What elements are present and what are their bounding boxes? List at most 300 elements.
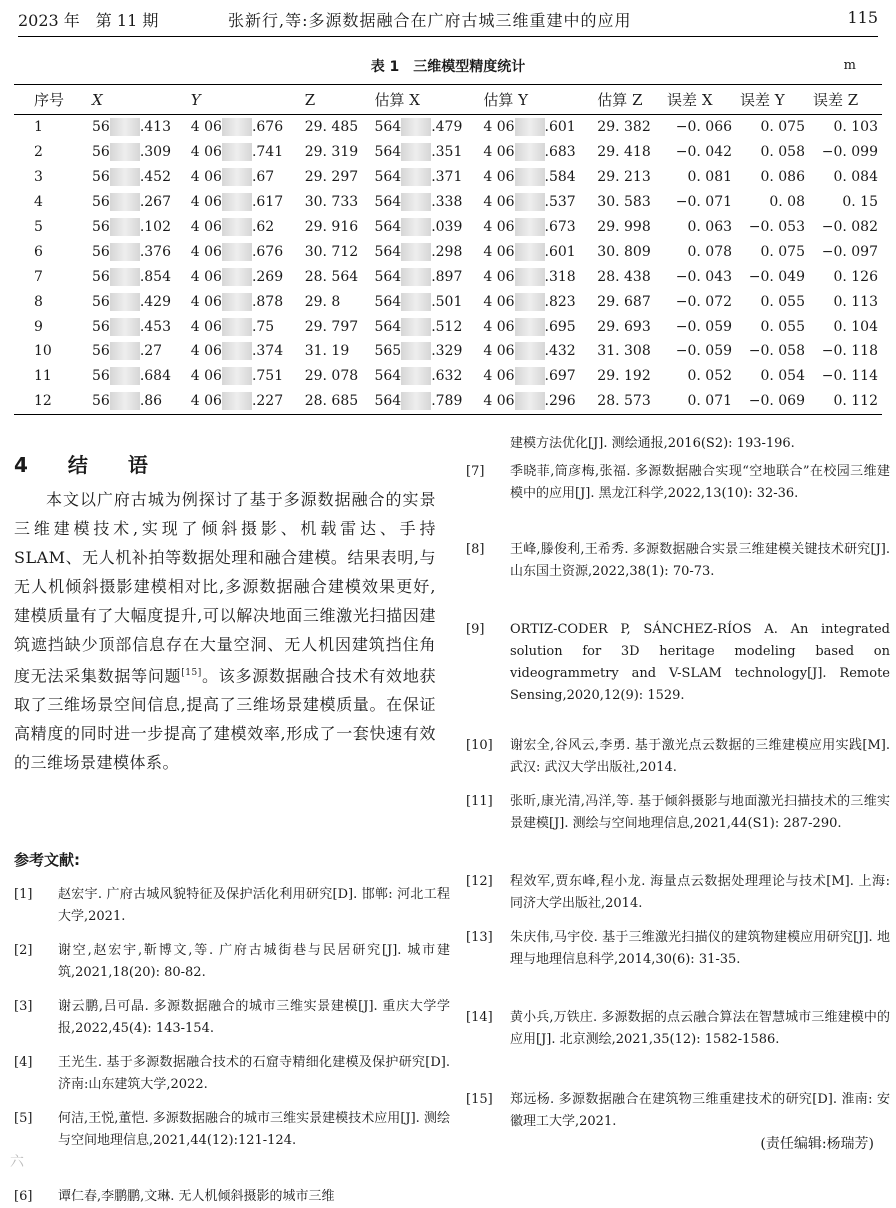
cell-prefix: 564	[374, 318, 402, 335]
cell-prefix: 4 06	[483, 219, 515, 235]
table-cell	[187, 264, 301, 289]
cell-suffix: .479	[431, 119, 463, 136]
table-cell: 29. 8	[304, 293, 341, 310]
cell-prefix: 4 06	[483, 393, 515, 410]
cell-suffix: .376	[139, 243, 171, 260]
redacted-blur	[401, 392, 431, 410]
cell-prefix: 56	[92, 194, 110, 211]
cell-prefix: 564	[374, 119, 402, 136]
table-cell	[479, 289, 593, 314]
table-cell: 29. 916	[304, 219, 359, 235]
reference-text: 赵宏宇. 广府古城风貌特征及保护活化利用研究[D]. 邯郸: 河北工程大学,2021.	[58, 887, 450, 924]
reference-number: [2]	[14, 943, 33, 958]
table-cell	[187, 389, 301, 414]
cell-prefix: 56	[92, 268, 110, 285]
table-cell	[187, 115, 301, 140]
table-cell: −0. 072	[675, 293, 733, 310]
cell-prefix: 564	[374, 194, 402, 211]
cell-prefix: 4 06	[190, 368, 222, 385]
reference-number: [7]	[466, 464, 485, 479]
table-cell: 28. 685	[301, 389, 371, 414]
column-header: 序号	[14, 85, 88, 115]
cell-suffix: .67	[251, 169, 275, 186]
cell-suffix: .429	[139, 293, 171, 310]
cell-prefix: 56	[92, 393, 110, 410]
cell-suffix: .501	[431, 293, 463, 310]
table-cell	[88, 140, 187, 165]
table-cell: 0. 112	[809, 389, 882, 414]
table-cell: 29. 297	[304, 169, 359, 186]
reference-text: 张昕,康光清,冯洋,等. 基于倾斜摄影与地面激光扫描技术的三维实景建模[J]. 测绘与空间地理信息,2021,44(S1): 287-290.	[510, 794, 890, 831]
table-cell: 0. 113	[833, 293, 878, 310]
reference-text: 何洁,王悦,董恺. 多源数据融合的城市三维实景建模技术应用[J]. 测绘与空间地理信息,2021,44(12):121-124.	[58, 1111, 450, 1148]
table-cell: 29. 998	[597, 219, 651, 235]
table-cell	[88, 115, 187, 140]
table-cell	[187, 364, 301, 389]
table-cell	[187, 140, 301, 165]
cell-prefix: 4 06	[190, 119, 222, 136]
table-cell	[88, 215, 187, 240]
table-cell: 28. 438	[597, 268, 651, 285]
paragraph-text: 本文以广府古城为例探讨了基于多源数据融合的实景三维建模技术,实现了倾斜摄影、机载雷达、手持 SLAM、无人机补拍等数据处理和融合建模。结果表明,与无人机倾斜摄影建模相对比,多源数据融合建模效果更好,建模质量有了大幅度提升,可以解决地面三维激光扫描因建筑遮挡缺少顶部信息存在大量空洞、无人机因建筑挡住角度无法采集数据等问题	[14, 490, 436, 686]
column-header: 估算 X	[370, 85, 479, 115]
cell-suffix: .413	[139, 119, 171, 136]
reference-number: [12]	[466, 874, 493, 889]
cell-suffix: .673	[544, 219, 576, 235]
issue-label: 2023 年 第 11 期	[18, 11, 159, 30]
table-cell: −0. 049	[748, 268, 805, 285]
cell-suffix: .632	[431, 368, 463, 385]
table-cell	[479, 215, 593, 240]
table-row	[14, 140, 882, 165]
cell-prefix: 4 06	[190, 144, 222, 161]
redacted-blur	[222, 293, 252, 311]
redacted-blur	[222, 218, 252, 236]
redacted-blur	[401, 318, 431, 336]
page-number: 115	[847, 8, 878, 27]
cell-suffix: .267	[139, 194, 171, 211]
table-cell: 0. 052	[687, 368, 733, 385]
reference-text: 谢宏全,谷风云,李勇. 基于激光点云数据的三维建模应用实践[M]. 武汉: 武汉大学出版社,2014.	[510, 738, 890, 775]
cell-suffix: .452	[139, 169, 171, 186]
table-caption: 表 1 三维模型精度统计	[370, 59, 526, 75]
table-cell: 30. 583	[597, 194, 651, 211]
cell-suffix: .371	[431, 169, 463, 186]
redacted-blur	[110, 243, 140, 261]
table-cell	[479, 389, 593, 414]
table-cell	[187, 190, 301, 215]
redacted-blur	[401, 268, 431, 286]
table-cell: 7	[34, 268, 43, 285]
table-cell	[187, 289, 301, 314]
table-cell	[88, 314, 187, 339]
table-cell: 29. 687	[597, 293, 651, 310]
table-row	[14, 239, 882, 264]
table-cell: 29. 382	[597, 119, 651, 136]
reference-text: 王峰,滕俊利,王希秀. 多源数据融合实景三维建模关键技术研究[J]. 山东国土资源,2022,38(1): 70-73.	[510, 542, 890, 579]
cell-suffix: .697	[544, 368, 576, 385]
cell-prefix: 56	[92, 219, 110, 235]
cell-prefix: 4 06	[483, 194, 515, 211]
cell-prefix: 56	[92, 119, 110, 136]
table-cell	[88, 165, 187, 190]
table-cell: 28. 564	[304, 268, 359, 285]
cell-prefix: 56	[92, 144, 110, 161]
redacted-blur	[401, 342, 431, 360]
table-cell: 0. 084	[833, 169, 878, 186]
redacted-blur	[515, 268, 545, 286]
table-row	[14, 339, 882, 364]
table-cell: 4	[34, 194, 43, 211]
reference-text: 谢空,赵宏宇,靳博文,等. 广府古城街巷与民居研究[J]. 城市建筑,2021,18(20): 80-82.	[58, 943, 450, 980]
reference-text: 建模方法优化[J]. 测绘通报,2016(S2): 193-196.	[510, 436, 795, 451]
cell-suffix: .75	[251, 318, 275, 335]
cell-suffix: .676	[251, 243, 284, 260]
table-cell	[370, 215, 479, 240]
reference-number: [15]	[466, 1092, 493, 1107]
cell-prefix: 4 06	[483, 293, 515, 310]
table-row	[14, 264, 882, 289]
redacted-blur	[515, 218, 545, 236]
table-row	[14, 165, 882, 190]
table-cell	[187, 215, 301, 240]
redacted-blur	[515, 293, 545, 311]
table-cell: 0. 126	[833, 268, 878, 285]
table-cell: 9	[34, 318, 43, 335]
table-cell: 30. 733	[304, 194, 359, 211]
cell-prefix: 4 06	[483, 368, 515, 385]
reference-text: 季晓菲,筒彦梅,张福. 多源数据融合实现“空地联合”在校园三维建模中的应用[J]. 黑龙江科学,2022,13(10): 32-36.	[510, 464, 890, 501]
cell-suffix: .683	[544, 144, 576, 161]
cell-prefix: 56	[92, 368, 110, 385]
cell-suffix: .584	[544, 169, 576, 186]
reference-text: 王光生. 基于多源数据融合技术的石窟寺精细化建模及保护研究[D]. 济南:山东建筑大学,2022.	[58, 1055, 450, 1092]
table-cell: 12	[14, 389, 88, 414]
cell-suffix: .62	[251, 219, 275, 235]
redacted-blur	[110, 342, 140, 360]
redacted-blur	[222, 143, 252, 161]
redacted-blur	[110, 268, 140, 286]
table-cell	[479, 190, 593, 215]
table-cell: 31. 308	[597, 343, 651, 360]
reference-text: 黄小兵,万铁庄. 多源数据的点云融合算法在智慧城市三维建模中的应用[J]. 北京测绘,2021,35(12): 1582-1586.	[510, 1010, 890, 1047]
table-cell	[370, 314, 479, 339]
table-cell: 0. 104	[833, 318, 878, 335]
redacted-blur	[515, 318, 545, 336]
redacted-blur	[222, 392, 252, 410]
cell-suffix: .512	[431, 318, 463, 335]
running-title: 张新行,等:多源数据融合在广府古城三维重建中的应用	[228, 11, 632, 30]
table-cell	[370, 140, 479, 165]
cell-suffix: .897	[431, 268, 463, 285]
table-cell	[479, 314, 593, 339]
table-cell	[479, 115, 593, 140]
table-cell: 0. 078	[687, 243, 733, 260]
table-cell: 29. 078	[304, 368, 359, 385]
table-cell: 0. 055	[760, 293, 805, 310]
table-cell: 29. 192	[597, 368, 651, 385]
cell-prefix: 564	[374, 368, 402, 385]
table-cell: 2	[34, 144, 43, 161]
redacted-blur	[515, 243, 545, 261]
cell-suffix: .453	[139, 318, 171, 335]
table-cell	[88, 190, 187, 215]
cell-prefix: 564	[374, 243, 402, 260]
cell-suffix: .309	[139, 144, 171, 161]
table-cell: 29. 693	[597, 318, 651, 335]
table-cell: −0. 114	[821, 368, 878, 385]
reference-text: 谭仁春,李鹏鹏,文琳. 无人机倾斜摄影的城市三维	[58, 1189, 335, 1204]
cell-suffix: .537	[544, 194, 576, 211]
cell-prefix: 564	[374, 144, 402, 161]
cell-prefix: 564	[374, 268, 402, 285]
table-cell: 0. 103	[833, 119, 878, 136]
table-cell: −0. 058	[748, 343, 805, 360]
table-cell: −0. 053	[748, 219, 805, 235]
column-header: Z	[301, 85, 371, 115]
cell-suffix: .318	[544, 268, 576, 285]
cell-suffix: .432	[544, 343, 576, 360]
table-cell	[370, 190, 479, 215]
reference-text: 程效军,贾东峰,程小龙. 海量点云数据处理理论与技术[M]. 上海: 同济大学出版社,2014.	[510, 874, 890, 911]
column-header: 误差 Y	[736, 85, 809, 115]
cell-suffix: .039	[431, 219, 463, 235]
table-cell: 3	[34, 169, 43, 186]
table-cell	[370, 289, 479, 314]
reference-number: [5]	[14, 1111, 33, 1126]
table-cell: 0. 075	[760, 119, 805, 136]
column-header: 估算 Y	[479, 85, 593, 115]
cell-suffix: .351	[431, 144, 463, 161]
reference-text: 谢云鹏,吕可晶. 多源数据融合的城市三维实景建模[J]. 重庆大学学报,2022,45(4): 143-154.	[58, 999, 450, 1036]
table-cell: 0. 071	[663, 389, 736, 414]
citation: [15]	[181, 668, 202, 678]
redacted-blur	[401, 367, 431, 385]
redacted-blur	[110, 218, 140, 236]
cell-suffix: .374	[251, 343, 284, 360]
table-cell: 11	[34, 368, 52, 385]
table-cell: −0. 082	[821, 219, 878, 235]
redacted-blur	[515, 168, 545, 186]
cell-prefix: 4 06	[190, 293, 222, 310]
redacted-blur	[401, 193, 431, 211]
table-cell: 6	[34, 243, 43, 260]
redacted-blur	[110, 318, 140, 336]
cell-suffix: .296	[544, 393, 576, 410]
cell-prefix: 56	[92, 293, 110, 310]
cell-prefix: 4 06	[190, 268, 222, 285]
cell-suffix: .298	[431, 243, 463, 260]
table-cell	[479, 165, 593, 190]
reference-text: 郑远杨. 多源数据融合在建筑物三维重建技术的研究[D]. 淮南: 安徽理工大学,2021.	[510, 1092, 890, 1129]
reference-number: [11]	[466, 794, 493, 809]
reference-number: [13]	[466, 930, 493, 945]
table-cell: 0. 055	[760, 318, 805, 335]
cell-suffix: .27	[139, 343, 163, 360]
table-unit: m	[843, 58, 856, 73]
redacted-blur	[401, 168, 431, 186]
table-cell	[187, 314, 301, 339]
table-cell	[479, 339, 593, 364]
cell-prefix: 4 06	[190, 194, 222, 211]
table-cell	[479, 140, 593, 165]
column-header: 误差 Z	[809, 85, 882, 115]
table-cell: 8	[34, 293, 43, 310]
redacted-blur	[515, 193, 545, 211]
accuracy-table	[14, 84, 882, 415]
table-cell: −0. 066	[675, 119, 733, 136]
table-row	[14, 314, 882, 339]
cell-prefix: 4 06	[483, 318, 515, 335]
redacted-blur	[222, 342, 252, 360]
editor-note: (责任编辑:杨瑞芳)	[760, 1136, 874, 1152]
table-cell	[479, 264, 593, 289]
redacted-blur	[110, 293, 140, 311]
reference-number: [3]	[14, 999, 33, 1014]
redacted-blur	[401, 118, 431, 136]
table-cell: −0. 042	[675, 144, 733, 161]
table-cell: 0. 15	[842, 194, 878, 211]
redacted-blur	[222, 318, 252, 336]
cell-suffix: .741	[251, 144, 284, 161]
cell-suffix: .617	[251, 194, 284, 211]
cell-suffix: .823	[544, 293, 576, 310]
cell-suffix: .601	[544, 119, 576, 136]
reference-number: [10]	[466, 738, 493, 753]
table-cell	[370, 389, 479, 414]
table-cell	[479, 239, 593, 264]
redacted-blur	[515, 143, 545, 161]
paragraph-tail: 。该多源数据融合技术有效地获取了三维场景空间信息,提高了三维场景建模质量。在保证高精度的同时进一步提高了建模效率,形成了一套快速有效的三维场景建模体系。	[14, 666, 436, 773]
table-row	[14, 389, 882, 414]
cell-prefix: 4 06	[483, 243, 515, 260]
cell-prefix: 4 06	[483, 343, 515, 360]
cell-prefix: 56	[92, 343, 110, 360]
reference-text: 朱庆伟,马宇佼. 基于三维激光扫描仪的建筑物建模应用研究[J]. 地理与地理信息科学,2014,30(6): 31-35.	[510, 930, 890, 967]
table-cell: 0. 054	[760, 368, 805, 385]
cell-prefix: 564	[374, 219, 402, 235]
cell-suffix: .676	[251, 119, 284, 136]
redacted-blur	[401, 243, 431, 261]
redacted-blur	[110, 168, 140, 186]
cell-prefix: 4 06	[483, 144, 515, 161]
table-cell: 30. 712	[304, 243, 359, 260]
redacted-blur	[110, 392, 140, 410]
redacted-blur	[222, 268, 252, 286]
redacted-blur	[515, 392, 545, 410]
table-cell: 0. 081	[687, 169, 733, 186]
table-cell: −0. 043	[675, 268, 733, 285]
cell-prefix: 564	[374, 293, 402, 310]
table-cell	[187, 165, 301, 190]
cell-prefix: 4 06	[190, 343, 222, 360]
table-row	[14, 190, 882, 215]
column-header: X	[88, 85, 187, 115]
references-heading: 参考文献:	[14, 851, 80, 869]
watermark: 六	[10, 1154, 24, 1170]
table-cell: 29. 319	[304, 144, 359, 161]
redacted-blur	[222, 367, 252, 385]
reference-number: [6]	[14, 1189, 33, 1204]
table-cell	[88, 389, 187, 414]
table-cell	[88, 339, 187, 364]
conclusion-paragraph	[14, 485, 436, 777]
table-row	[14, 215, 882, 240]
cell-suffix: .751	[251, 368, 284, 385]
redacted-blur	[401, 143, 431, 161]
table-cell	[88, 289, 187, 314]
cell-prefix: 56	[92, 169, 110, 186]
table-cell: −0. 059	[675, 318, 733, 335]
cell-prefix: 4 06	[190, 243, 222, 260]
cell-suffix: .854	[139, 268, 171, 285]
redacted-blur	[515, 118, 545, 136]
cell-prefix: 565	[374, 343, 402, 360]
cell-prefix: 56	[92, 243, 110, 260]
cell-prefix: 4 06	[483, 119, 515, 136]
table-cell: 0. 063	[687, 219, 733, 235]
redacted-blur	[401, 293, 431, 311]
table-cell: 0. 058	[760, 144, 805, 161]
table-cell: 0. 075	[760, 243, 805, 260]
column-header: Y	[187, 85, 301, 115]
redacted-blur	[515, 367, 545, 385]
cell-prefix: 564	[374, 169, 402, 186]
redacted-blur	[401, 218, 431, 236]
reference-number: [8]	[466, 542, 485, 557]
table-cell: −0. 099	[821, 144, 878, 161]
redacted-blur	[110, 367, 140, 385]
page-header	[18, 8, 878, 32]
column-header: 误差 X	[663, 85, 736, 115]
reference-number: [14]	[466, 1010, 493, 1025]
cell-prefix: 564	[374, 393, 402, 410]
reference-number: [4]	[14, 1055, 33, 1070]
cell-suffix: .227	[251, 393, 284, 410]
cell-suffix: .684	[139, 368, 171, 385]
table-cell	[370, 264, 479, 289]
table-cell: −0. 071	[675, 194, 733, 211]
cell-suffix: .789	[431, 393, 463, 410]
cell-suffix: .329	[431, 343, 463, 360]
cell-prefix: 4 06	[483, 169, 515, 186]
cell-prefix: 4 06	[190, 318, 222, 335]
table-cell: 29. 485	[304, 119, 359, 136]
reference-number: [1]	[14, 887, 33, 902]
table-cell: 28. 573	[593, 389, 663, 414]
redacted-blur	[222, 193, 252, 211]
cell-suffix: .102	[139, 219, 171, 235]
cell-suffix: .601	[544, 243, 576, 260]
redacted-blur	[222, 168, 252, 186]
table-cell: −0. 059	[675, 343, 733, 360]
table-cell	[88, 239, 187, 264]
cell-suffix: .878	[251, 293, 284, 310]
section-title: 4 结 语	[14, 453, 158, 477]
redacted-blur	[515, 342, 545, 360]
table-cell: 0. 086	[760, 169, 805, 186]
redacted-blur	[222, 118, 252, 136]
table-row	[14, 115, 882, 140]
redacted-blur	[110, 143, 140, 161]
table-cell: −0. 118	[821, 343, 878, 360]
table-cell: 29. 418	[597, 144, 651, 161]
cell-suffix: .338	[431, 194, 463, 211]
table-cell: 10	[34, 343, 52, 360]
table-cell: 1	[34, 119, 43, 136]
redacted-blur	[110, 118, 140, 136]
table-cell	[187, 239, 301, 264]
